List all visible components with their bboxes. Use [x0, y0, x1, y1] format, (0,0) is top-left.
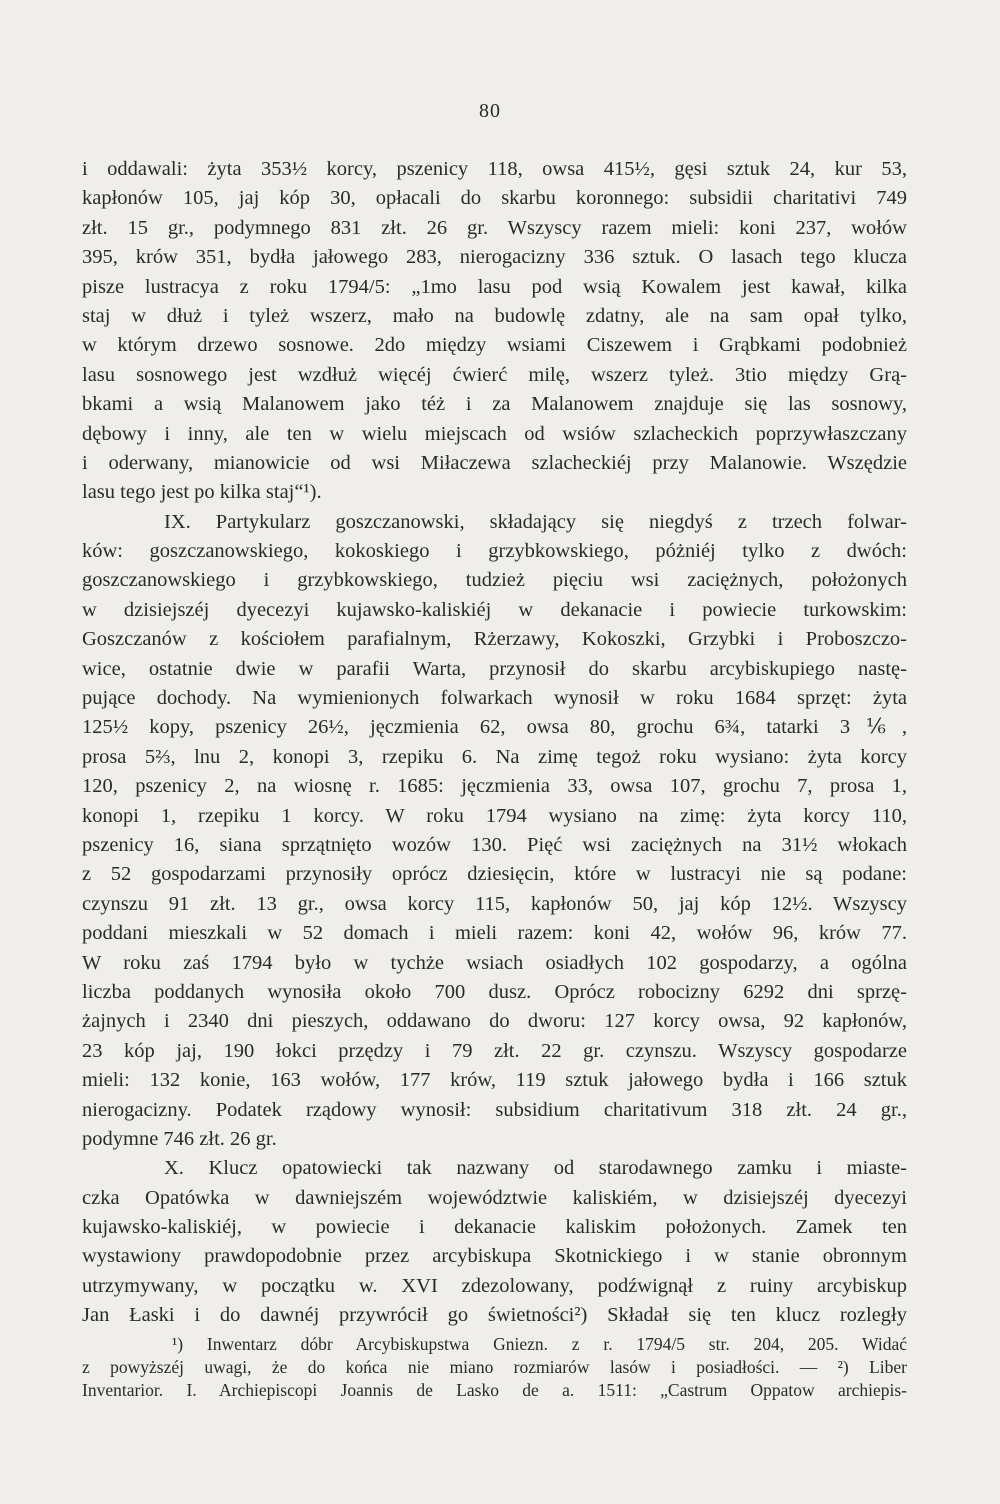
- text-line: konopi 1, rzepiku 1 korcy. W roku 1794 wysiano na zimę: żyta korcy 110,: [82, 804, 907, 827]
- body-text: [82, 155, 907, 1331]
- text-line: w którym drzewo sosnowe. 2do między wsiami Ciszewem i Grąbkami podobnież: [82, 334, 907, 357]
- text-line: poddani mieszkali w 52 domach i mieli razem: koni 42, wołów 96, krów 77.: [82, 922, 907, 945]
- page-number: 80: [479, 100, 501, 122]
- text-line: i oderwany, mianowicie od wsi Miłaczewa szlacheckiéj przy Malanowie. Wszędzie: [82, 451, 907, 474]
- text-line: pszenicy 16, siana sprzątnięto wozów 130. Pięć wsi zaciężnych na 31½ włokach: [82, 833, 907, 856]
- text-line: W roku zaś 1794 było w tychże wsiach osiadłych 102 gospodarzy, a ogólna: [82, 951, 907, 974]
- text-line: wice, ostatnie dwie w parafii Warta, przynosił do skarbu arcybiskupiego nastę-: [82, 657, 907, 680]
- text-line: 395, krów 351, bydła jałowego 283, nierogacizny 336 sztuk. O lasach tego klucza: [82, 246, 907, 269]
- text-line: Goszczanów z kościołem parafialnym, Rżerzawy, Kokoszki, Grzybki i Proboszczo-: [82, 628, 907, 651]
- text-line: Jan Łaski i do dawnéj przywrócił go świetności²) Składał się ten klucz rozległy: [82, 1304, 907, 1327]
- text-line: bkami a wsią Malanowem jako téż i za Malanowem znajduje się las sosnowy,: [82, 393, 907, 416]
- text-line: lasu sosnowego jest wzdłuż więcéj ćwierć milę, wszerz tyleż. 3tio między Grą-: [82, 363, 907, 386]
- text-line: kapłonów 105, jaj kóp 30, opłacali do skarbu koronnego: subsidii charitativi 749: [82, 187, 907, 210]
- footnote-line: Inventarior. I. Archiepiscopi Joannis de Lasko de a. 1511: „Castrum Oppatow archiepis-: [82, 1380, 907, 1400]
- text-line: utrzymywany, w początku w. XVI zdezolowany, podźwignął z ruiny arcybiskup: [82, 1274, 907, 1297]
- text-line: pisze lustracya z roku 1794/5: „1mo lasu pod wsią Kowalem jest kawał, kilka: [82, 275, 907, 298]
- text-line: nierogacizny. Podatek rządowy wynosił: subsidium charitativum 318 złt. 24 gr.,: [82, 1098, 907, 1121]
- text-line: czynszu 91 złt. 13 gr., owsa korcy 115, kapłonów 50, jaj kóp 12½. Wszyscy: [82, 892, 907, 915]
- footnotes: [82, 1333, 907, 1402]
- text-line: żajnych i 2340 dni pieszych, oddawano do dworu: 127 korcy owsa, 92 kapłonów,: [82, 1010, 907, 1033]
- text-line: prosa 5⅔, lnu 2, konopi 3, rzepiku 6. Na zimę tegoż roku wysiano: żyta korcy: [82, 745, 907, 768]
- footnote-line: ¹) Inwentarz dóbr Arcybiskupstwa Gniezn. z r. 1794/5 str. 204, 205. Widać: [172, 1334, 907, 1354]
- text-line: w dzisiejszéj dyecezyi kujawsko-kaliskiéj w dekanacie i powiecie turkowskim:: [82, 598, 907, 621]
- section-start-line: IX. Partykularz goszczanowski, składający się niegdyś z trzech folwar-: [164, 510, 907, 533]
- text-line: staj w dłuż i tyleż wszerz, mało na budowlę zdatny, ale na sam opał tylko,: [82, 304, 907, 327]
- text-line: pujące dochody. Na wymienionych folwarkach wynosił w roku 1684 sprzęt: żyta: [82, 687, 907, 710]
- text-line: dębowy i inny, ale ten w wielu miejscach od wsiów szlacheckich poprzywłaszczany: [82, 422, 907, 445]
- text-line: 120, pszenicy 2, na wiosnę r. 1685: jęczmienia 33, owsa 107, grochu 7, prosa 1,: [82, 775, 907, 798]
- text-line: z 52 gospodarzami przynosiły oprócz dziesięcin, które w lustracyi nie są podane:: [82, 863, 907, 886]
- text-line: złt. 15 gr., podymnego 831 złt. 26 gr. Wszyscy razem mieli: koni 237, wołów: [82, 216, 907, 239]
- text-line: podymne 746 złt. 26 gr.: [82, 1127, 277, 1150]
- text-line: mieli: 132 konie, 163 wołów, 177 krów, 119 sztuk jałowego bydła i 166 sztuk: [82, 1069, 907, 1092]
- text-line: ków: goszczanowskiego, kokoskiego i grzybkowskiego, póżniéj tylko z dwóch:: [82, 540, 907, 563]
- footnote-line: z powyższéj uwagi, że do końca nie miano rozmiarów lasów i posiadłości. — ²) Liber: [82, 1357, 907, 1377]
- text-line: 125½ kopy, pszenicy 26½, jęczmienia 62, owsa 80, grochu 6¾, tatarki 3⅙,: [82, 716, 907, 739]
- text-line: goszczanowskiego i grzybkowskiego, tudzież pięciu wsi zaciężnych, położonych: [82, 569, 907, 592]
- text-line: czka Opatówka w dawniejszém województwie kaliskiém, w dzisiejszéj dyecezyi: [82, 1186, 907, 1209]
- text-line: liczba poddanych wynosiła około 700 dusz. Oprócz robocizny 6292 dni sprzę-: [82, 980, 907, 1003]
- section-start-line: X. Klucz opatowiecki tak nazwany od starodawnego zamku i miaste-: [164, 1157, 907, 1180]
- text-line: lasu tego jest po kilka staj“¹).: [82, 481, 322, 504]
- text-line: wystawiony prawdopodobnie przez arcybiskupa Skotnickiego i w stanie obronnym: [82, 1245, 907, 1268]
- text-line: 23 kóp jaj, 190 łokci przędzy i 79 złt. 22 gr. czynszu. Wszyscy gospodarze: [82, 1039, 907, 1062]
- text-line: kujawsko-kaliskiéj, w powiecie i dekanacie kaliskim położonych. Zamek ten: [82, 1216, 907, 1239]
- text-line: i oddawali: żyta 353½ korcy, pszenicy 118, owsa 415½, gęsi sztuk 24, kur 53,: [82, 158, 907, 180]
